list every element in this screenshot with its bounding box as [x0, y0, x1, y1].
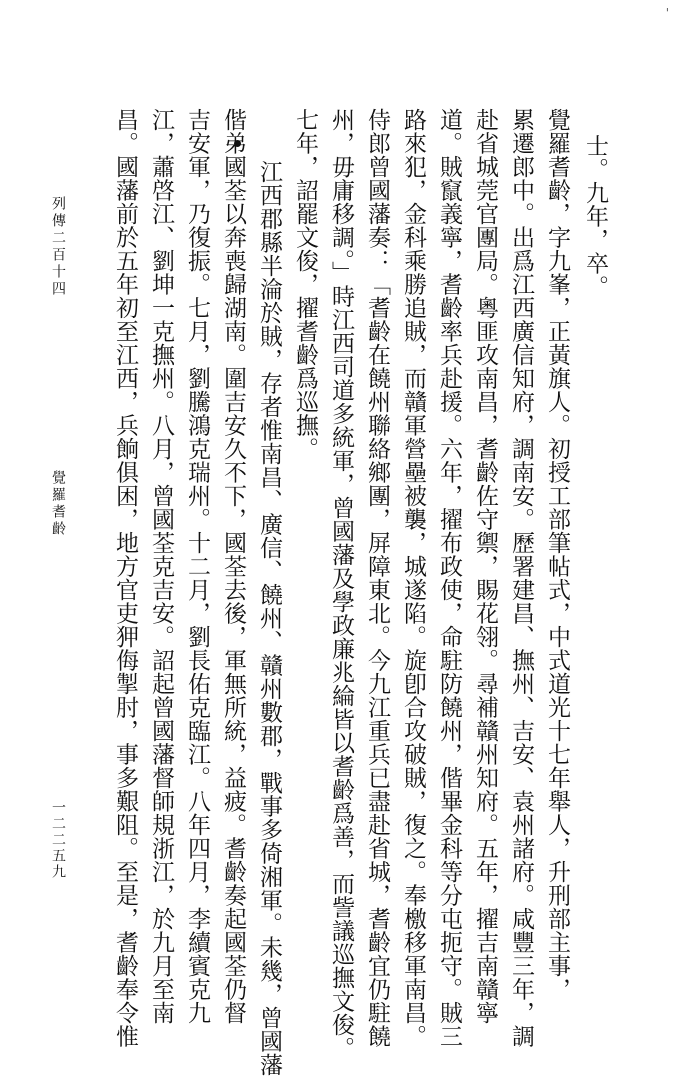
text-column-6: 路來犯，金科乘勝追賊，而贛軍營壘被襲，城遂陷。旋卽合攻破賊，復之。奉檄移軍南昌。: [400, 108, 426, 1048]
text-column-8: 州，毋庸移調。」時江西司道多統軍，曾國藩及學政廉兆綸皆以耆齡爲善，而訾議巡撫文俊。: [328, 108, 354, 1060]
page-number: 一二二五九: [50, 800, 66, 880]
text-column-13: 江，蕭啓江、劉坤一克撫州。八月，曾國荃克吉安。詔起曾國藩督師規浙江，於九月至南: [148, 108, 174, 1025]
text-column-4: 赴省城莞官團局。粵匪攻南昌，耆齡佐守禦，賜花翎。尋補贛州知府。五年，擢吉南贛寧: [472, 108, 498, 1025]
text-column-3: 累遷郎中。出爲江西廣信知府，調南安。歷署建昌、撫州、吉安、袁州諸府。咸豐三年，調: [508, 108, 534, 1048]
text-column-14: 昌。國藩前於五年初至江西，兵餉俱困，地方官吏狎侮掣肘，事多艱阻。至是，耆齡奉令惟: [112, 108, 138, 1048]
text-column-5: 道。賊竄義寧，耆齡率兵赴援。六年，擢布政使，命駐防饒州，偕畢金科等分屯扼守。賊三: [436, 108, 462, 1048]
text-column-7: 侍郎曾國藩奏：「耆齡在饒州聯絡鄉團，屏障東北。今九江重兵已盡赴省城，耆齡宜仍駐饒: [364, 108, 390, 1048]
corner-mark: ': [665, 6, 669, 20]
text-column-11: 偕弟國荃以奔喪歸湖南。圍吉安久不下，國荃去後，軍無所統，益疲。耆齡奏起國荃仍督: [220, 108, 246, 1025]
running-header: 列傳二百十四: [50, 196, 66, 298]
text-column-12: 吉安軍，乃復振。七月，劉騰鴻克瑞州。十二月，劉長佑克臨江。八年四月，李續賓克九: [184, 108, 210, 1025]
text-column-9: 七年，詔罷文俊，擢耆齡爲巡撫。: [292, 108, 318, 461]
text-column-1: 士。九年，卒。: [582, 134, 608, 299]
text-column-2: 覺羅耆齡，字九峯，正黃旗人。初授工部筆帖式，中式道光十七年舉人，升刑部主事，: [544, 108, 570, 1001]
running-header-name: 覺羅耆齡: [50, 470, 66, 538]
text-column-10: 江西郡縣半淪於賊，存者惟南昌、廣信、饒州、贛州數郡，戰事多倚湘軍。未幾，曾國藩: [256, 160, 282, 1077]
